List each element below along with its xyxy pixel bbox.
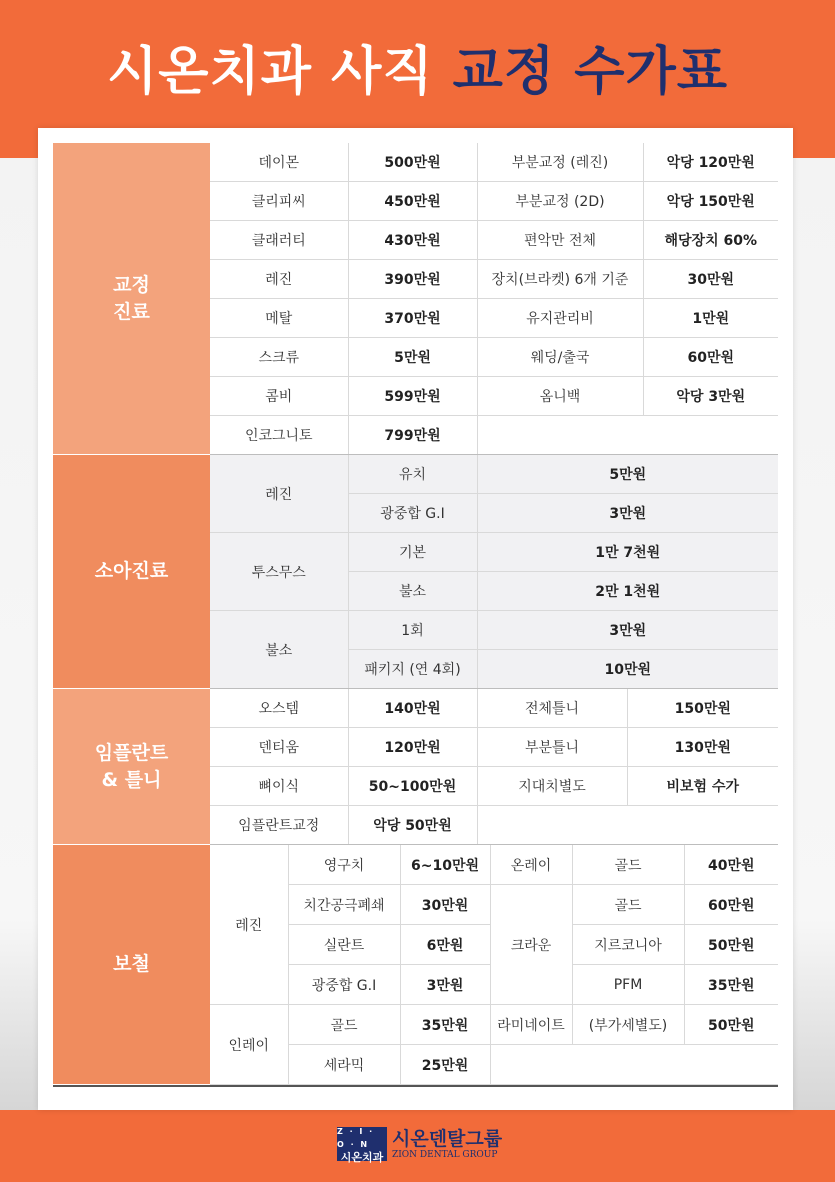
item-name: 전체틀니 — [477, 689, 627, 728]
item-name: 유지관리비 — [477, 299, 643, 338]
item-price: 2만 1천원 — [477, 572, 778, 611]
item-name: 웨딩/출국 — [477, 338, 643, 377]
item-name: 편악만 전체 — [477, 221, 643, 260]
page-title — [0, 36, 835, 108]
item-price: 130만원 — [627, 728, 778, 767]
table-row — [53, 455, 778, 494]
group-name: 레진 — [210, 455, 348, 533]
item-price: 10만원 — [477, 650, 778, 689]
item-name: 메탈 — [210, 299, 348, 338]
group-name: 크라운 — [490, 885, 572, 1005]
item-name: 오스템 — [210, 689, 348, 728]
item-name: 세라믹 — [288, 1045, 400, 1085]
table-row — [53, 845, 778, 885]
empty-cell — [477, 806, 778, 845]
item-price: 50만원 — [684, 1005, 778, 1045]
item-name: 영구치 — [288, 845, 400, 885]
item-name: 치간공극폐쇄 — [288, 885, 400, 925]
item-price: 3만원 — [477, 494, 778, 533]
item-price: 35만원 — [400, 1005, 490, 1045]
item-price: 450만원 — [348, 182, 477, 221]
item-name: 실란트 — [288, 925, 400, 965]
item-price: 50~100만원 — [348, 767, 477, 806]
item-price: 390만원 — [348, 260, 477, 299]
table-row — [53, 689, 778, 728]
logo-mark: Z · I · O · N 시온치과 — [337, 1127, 387, 1161]
item-price: 30만원 — [643, 260, 778, 299]
group-name: 인레이 — [210, 1005, 288, 1085]
item-name: 클래러티 — [210, 221, 348, 260]
item-name: PFM — [572, 965, 684, 1005]
item-name: 골드 — [572, 845, 684, 885]
item-name: 골드 — [288, 1005, 400, 1045]
item-price: 해당장치 60% — [643, 221, 778, 260]
item-price: 430만원 — [348, 221, 477, 260]
item-price: 악당 3만원 — [643, 377, 778, 416]
title-accent: 교정 수가표 — [452, 42, 728, 102]
item-name: 기본 — [348, 533, 477, 572]
group-name: 투스무스 — [210, 533, 348, 611]
item-price: 150만원 — [627, 689, 778, 728]
category-prosth: 보철 — [53, 845, 210, 1085]
item-price: 비보험 수가 — [627, 767, 778, 806]
item-name: 광중합 G.I — [348, 494, 477, 533]
item-name: 인코그니토 — [210, 416, 348, 455]
item-price: 5만원 — [348, 338, 477, 377]
item-price: 30만원 — [400, 885, 490, 925]
category-ortho: 교정 진료 — [53, 143, 210, 455]
item-name: 임플란트교정 — [210, 806, 348, 845]
item-price: 악당 150만원 — [643, 182, 778, 221]
group-name: 온레이 — [490, 845, 572, 885]
ortho-table — [53, 143, 778, 455]
item-name: 데이몬 — [210, 143, 348, 182]
item-name: 콤비 — [210, 377, 348, 416]
item-name: 부분교정 (2D) — [477, 182, 643, 221]
item-name: 유치 — [348, 455, 477, 494]
item-price: 1만원 — [643, 299, 778, 338]
item-price: 60만원 — [684, 885, 778, 925]
category-kids: 소아진료 — [53, 455, 210, 689]
item-name: 1회 — [348, 611, 477, 650]
item-price: 3만원 — [477, 611, 778, 650]
group-name: 레진 — [210, 845, 288, 1005]
title-main: 시온치과 사직 — [107, 42, 434, 102]
empty-cell — [490, 1045, 778, 1085]
item-price: 5만원 — [477, 455, 778, 494]
table-row — [53, 143, 778, 182]
brand-logo — [337, 1126, 502, 1162]
item-price: 140만원 — [348, 689, 477, 728]
category-implant: 임플란트 & 틀니 — [53, 689, 210, 845]
item-price: 500만원 — [348, 143, 477, 182]
item-price: 799만원 — [348, 416, 477, 455]
kids-table — [53, 455, 778, 689]
item-name: 부분교정 (레진) — [477, 143, 643, 182]
empty-cell — [477, 416, 778, 455]
prosth-table — [53, 845, 778, 1085]
item-name: 레진 — [210, 260, 348, 299]
item-name: 뼈이식 — [210, 767, 348, 806]
item-price: 25만원 — [400, 1045, 490, 1085]
item-price: 599만원 — [348, 377, 477, 416]
group-name: 라미네이트 — [490, 1005, 572, 1045]
item-name: 불소 — [348, 572, 477, 611]
implant-table — [53, 689, 778, 845]
table-bottom-rule — [53, 1085, 778, 1087]
item-price: 50만원 — [684, 925, 778, 965]
item-name: 골드 — [572, 885, 684, 925]
item-price: 35만원 — [684, 965, 778, 1005]
price-card — [38, 128, 793, 1110]
item-price: 1만 7천원 — [477, 533, 778, 572]
item-price: 악당 120만원 — [643, 143, 778, 182]
item-name: 옴니백 — [477, 377, 643, 416]
price-sheet — [53, 143, 778, 1087]
item-name: (부가세별도) — [572, 1005, 684, 1045]
item-name: 패키지 (연 4회) — [348, 650, 477, 689]
item-name: 스크류 — [210, 338, 348, 377]
item-price: 40만원 — [684, 845, 778, 885]
item-price: 60만원 — [643, 338, 778, 377]
item-name: 부분틀니 — [477, 728, 627, 767]
item-name: 광중합 G.I — [288, 965, 400, 1005]
group-name: 불소 — [210, 611, 348, 689]
item-name: 클리피씨 — [210, 182, 348, 221]
logo-wordmark: 시온덴탈그룹 ZION DENTAL GROUP — [392, 1127, 503, 1160]
item-price: 3만원 — [400, 965, 490, 1005]
item-price: 6만원 — [400, 925, 490, 965]
item-name: 지르코니아 — [572, 925, 684, 965]
item-name: 덴티움 — [210, 728, 348, 767]
item-name: 지대치별도 — [477, 767, 627, 806]
item-price: 120만원 — [348, 728, 477, 767]
item-price: 악당 50만원 — [348, 806, 477, 845]
item-price: 370만원 — [348, 299, 477, 338]
item-price: 6~10만원 — [400, 845, 490, 885]
item-name: 장치(브라켓) 6개 기준 — [477, 260, 643, 299]
